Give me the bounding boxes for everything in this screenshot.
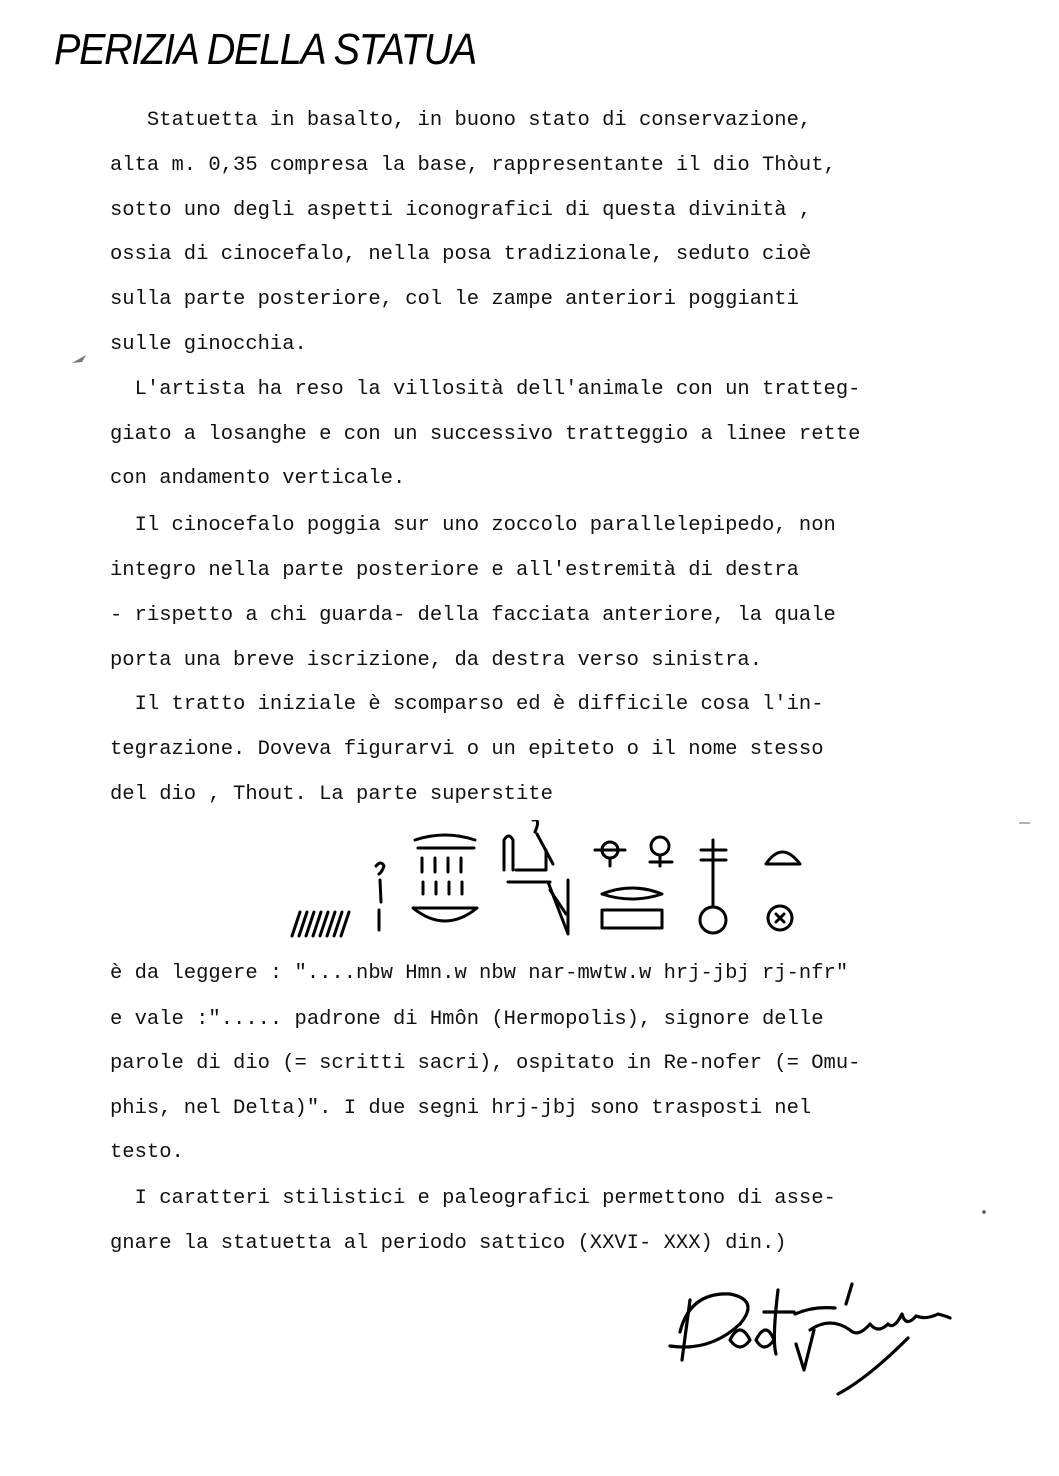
text-line: testo. bbox=[110, 1141, 184, 1164]
text-line: è da leggere : "....nbw Hmn.w nbw nar-mwtw.w hrj-jbj rj-nfr" bbox=[110, 962, 849, 985]
text-line: L'artista ha reso la villosità dell'animale con un tratteg- bbox=[110, 378, 861, 401]
text-line: Il tratto iniziale è scomparso ed è difficile cosa l'in- bbox=[110, 693, 824, 716]
text-line: ossia di cinocefalo, nella posa tradizionale, seduto cioè bbox=[110, 243, 812, 266]
text-line: phis, nel Delta)". I due segni hrj-jbj sono trasposti nel bbox=[110, 1097, 812, 1120]
text-line: parole di dio (= scritti sacri), ospitato in Re-nofer (= Omu- bbox=[110, 1052, 861, 1075]
scan-mark-icon bbox=[70, 350, 92, 366]
hatching-mark bbox=[292, 912, 349, 936]
loaf-and-sun-glyphs bbox=[766, 852, 800, 930]
text-line: porta una breve iscrizione, da destra verso sinistra. bbox=[110, 649, 763, 672]
signature-icon bbox=[660, 1270, 970, 1405]
text-line: Statuetta in basalto, in buono stato di conservazione, bbox=[110, 109, 812, 132]
text-line: I caratteri stilistici e paleografici permettono di asse- bbox=[110, 1187, 836, 1210]
reed-glyph bbox=[376, 863, 384, 930]
text-line: del dio , Thout. La parte superstite bbox=[110, 783, 553, 806]
text-line: tegrazione. Doveva figurarvi o un epiteto o il nome stesso bbox=[110, 738, 824, 761]
text-line: con andamento verticale. bbox=[110, 467, 406, 490]
text-line: e vale :"..... padrone di Hmôn (Hermopolis), signore delle bbox=[110, 1008, 824, 1031]
text-line: integro nella parte posteriore e all'estremità di destra bbox=[110, 559, 799, 582]
hieroglyph-inscription-icon bbox=[280, 820, 820, 950]
scan-mark-icon bbox=[980, 1208, 988, 1216]
text-line: sotto uno degli aspetti iconografici di questa divinità , bbox=[110, 199, 812, 222]
text-line: gnare la statuetta al periodo sattico (XXVI- XXX) din.) bbox=[110, 1232, 787, 1255]
text-line: sulle ginocchia. bbox=[110, 333, 307, 356]
text-line: - rispetto a chi guarda- della facciata anteriore, la quale bbox=[110, 604, 836, 627]
text-line: Il cinocefalo poggia sur uno zoccolo parallelepipedo, non bbox=[110, 514, 836, 537]
document-title: PERIZIA DELLA STATUA bbox=[54, 25, 476, 74]
text-line: giato a losanghe e con un successivo tratteggio a linee rette bbox=[110, 423, 861, 446]
text-line: alta m. 0,35 compresa la base, rappresentante il dio Thòut, bbox=[110, 154, 836, 177]
vessel-glyphs bbox=[595, 837, 672, 928]
seated-figure-glyph bbox=[504, 820, 568, 934]
scan-mark-icon bbox=[1018, 820, 1032, 826]
ankh-glyph bbox=[700, 840, 726, 933]
basket-strokes-glyph bbox=[413, 835, 477, 921]
text-line: sulla parte posteriore, col le zampe anteriori poggianti bbox=[110, 288, 799, 311]
